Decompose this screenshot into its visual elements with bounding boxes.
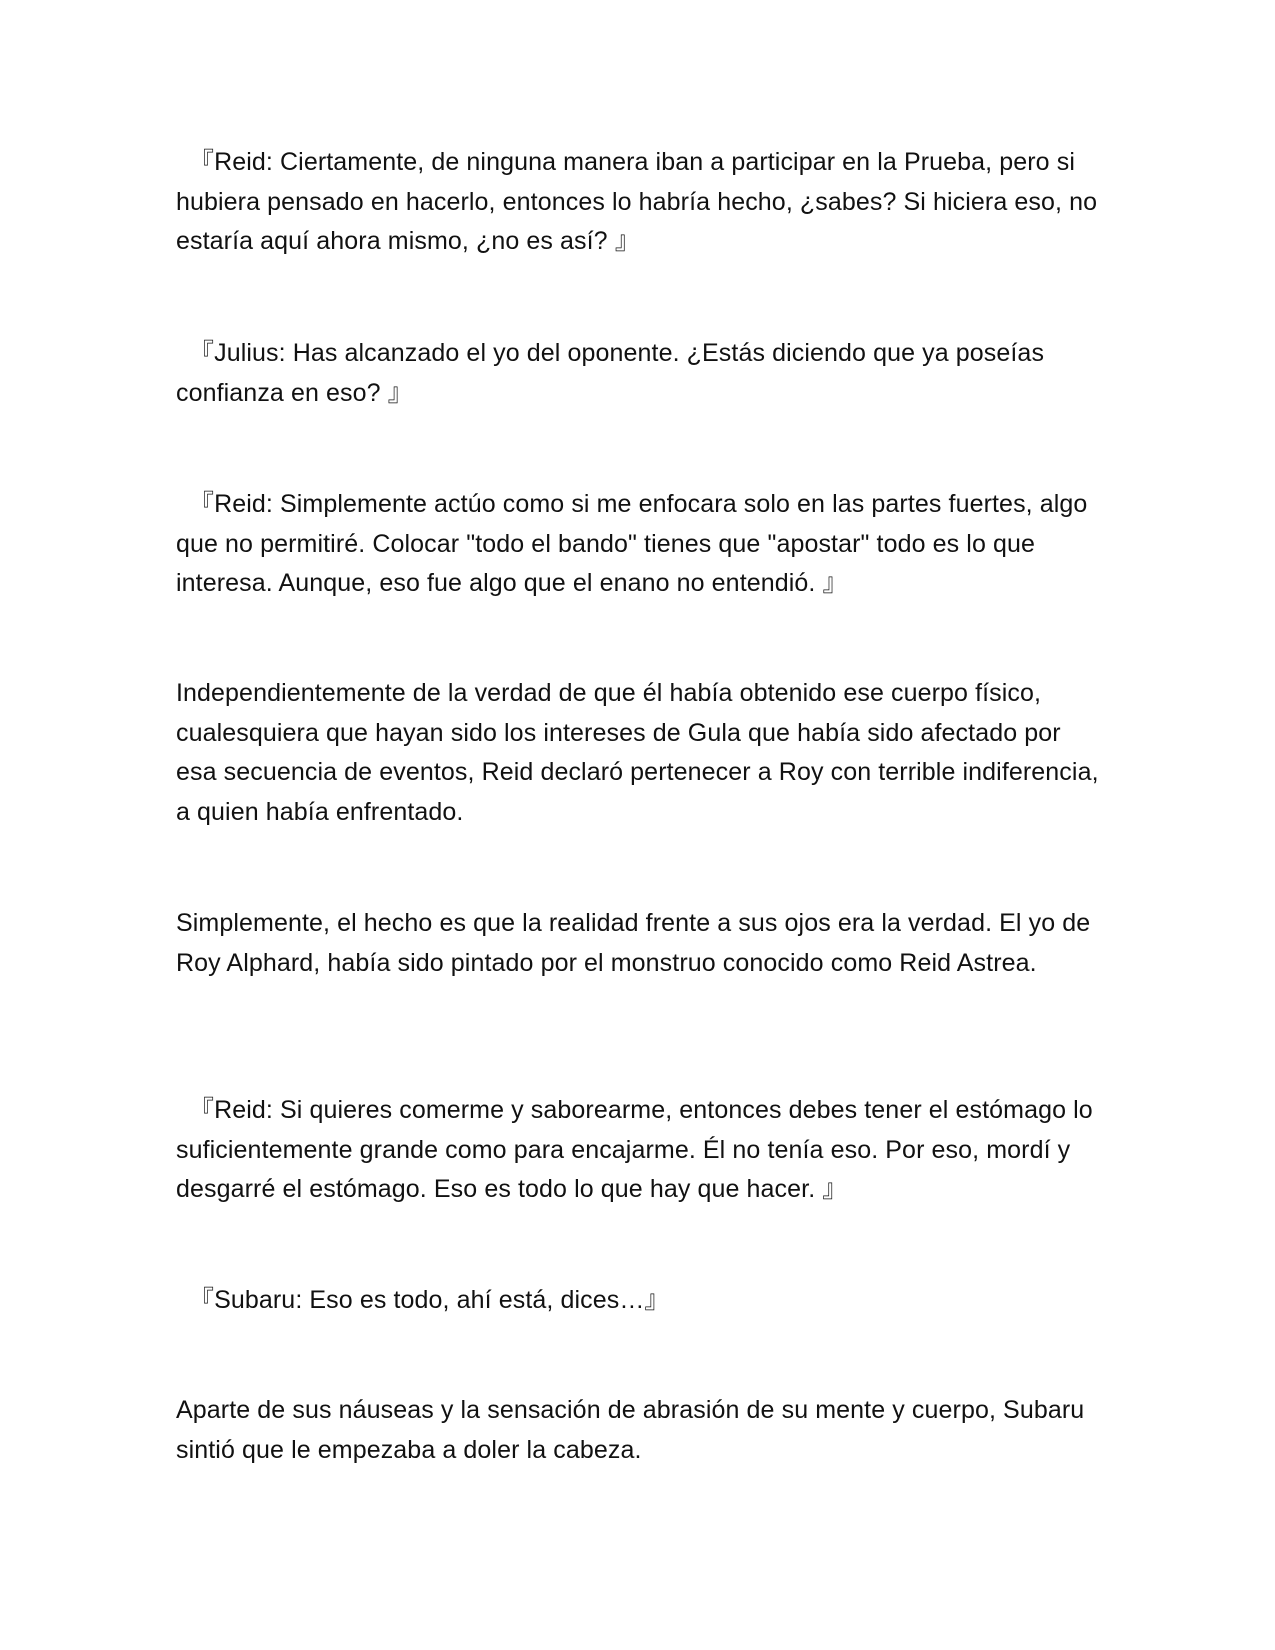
- dialogue-paragraph-subaru: 『Subaru: Eso es todo, ahí está, dices…』: [189, 1286, 670, 1314]
- dialogue-paragraph-reid-3: 『Reid: Si quieres comerme y saborearme, entonces debes tener el estómago lo suficientemente grande como para encajarme. Él no tenía eso. Por eso, mordí y desgarré el estómago. Eso es todo lo que hay que hacer. 』: [176, 1096, 1093, 1203]
- narration-paragraph-2: Simplemente, el hecho es que la realidad frente a sus ojos era la verdad. El yo de Roy Alphard, había sido pintado por el monstruo conocido como Reid Astrea.: [176, 909, 1091, 977]
- dialogue-paragraph-reid-2: 『Reid: Simplemente actúo como si me enfocara solo en las partes fuertes, algo que no permitiré. Colocar "todo el bando" tienes que "apostar" todo es lo que interesa. Aunque, eso fue algo que el enano no entendió. 』: [176, 490, 1088, 597]
- dialogue-paragraph-julius: 『Julius: Has alcanzado el yo del oponente. ¿Estás diciendo que ya poseías confianza en eso? 』: [176, 339, 1045, 407]
- narration-paragraph-1: Independientemente de la verdad de que él había obtenido ese cuerpo físico, cualesquiera que hayan sido los intereses de Gula que había sido afectado por esa secuencia de eventos, Reid declaró pertenecer a Roy con terrible indiferencia, a quien había enfrentado.: [176, 679, 1099, 826]
- narration-paragraph-3: Aparte de sus náuseas y la sensación de abrasión de su mente y cuerpo, Subaru sintió que le empezaba a doler la cabeza.: [176, 1396, 1085, 1464]
- dialogue-paragraph-reid-1: 『Reid: Ciertamente, de ninguna manera iban a participar en la Prueba, pero si hubiera pensado en hacerlo, entonces lo habría hecho, ¿sabes? Si hiciera eso, no estaría aquí ahora mismo, ¿no es así? 』: [176, 148, 1098, 255]
